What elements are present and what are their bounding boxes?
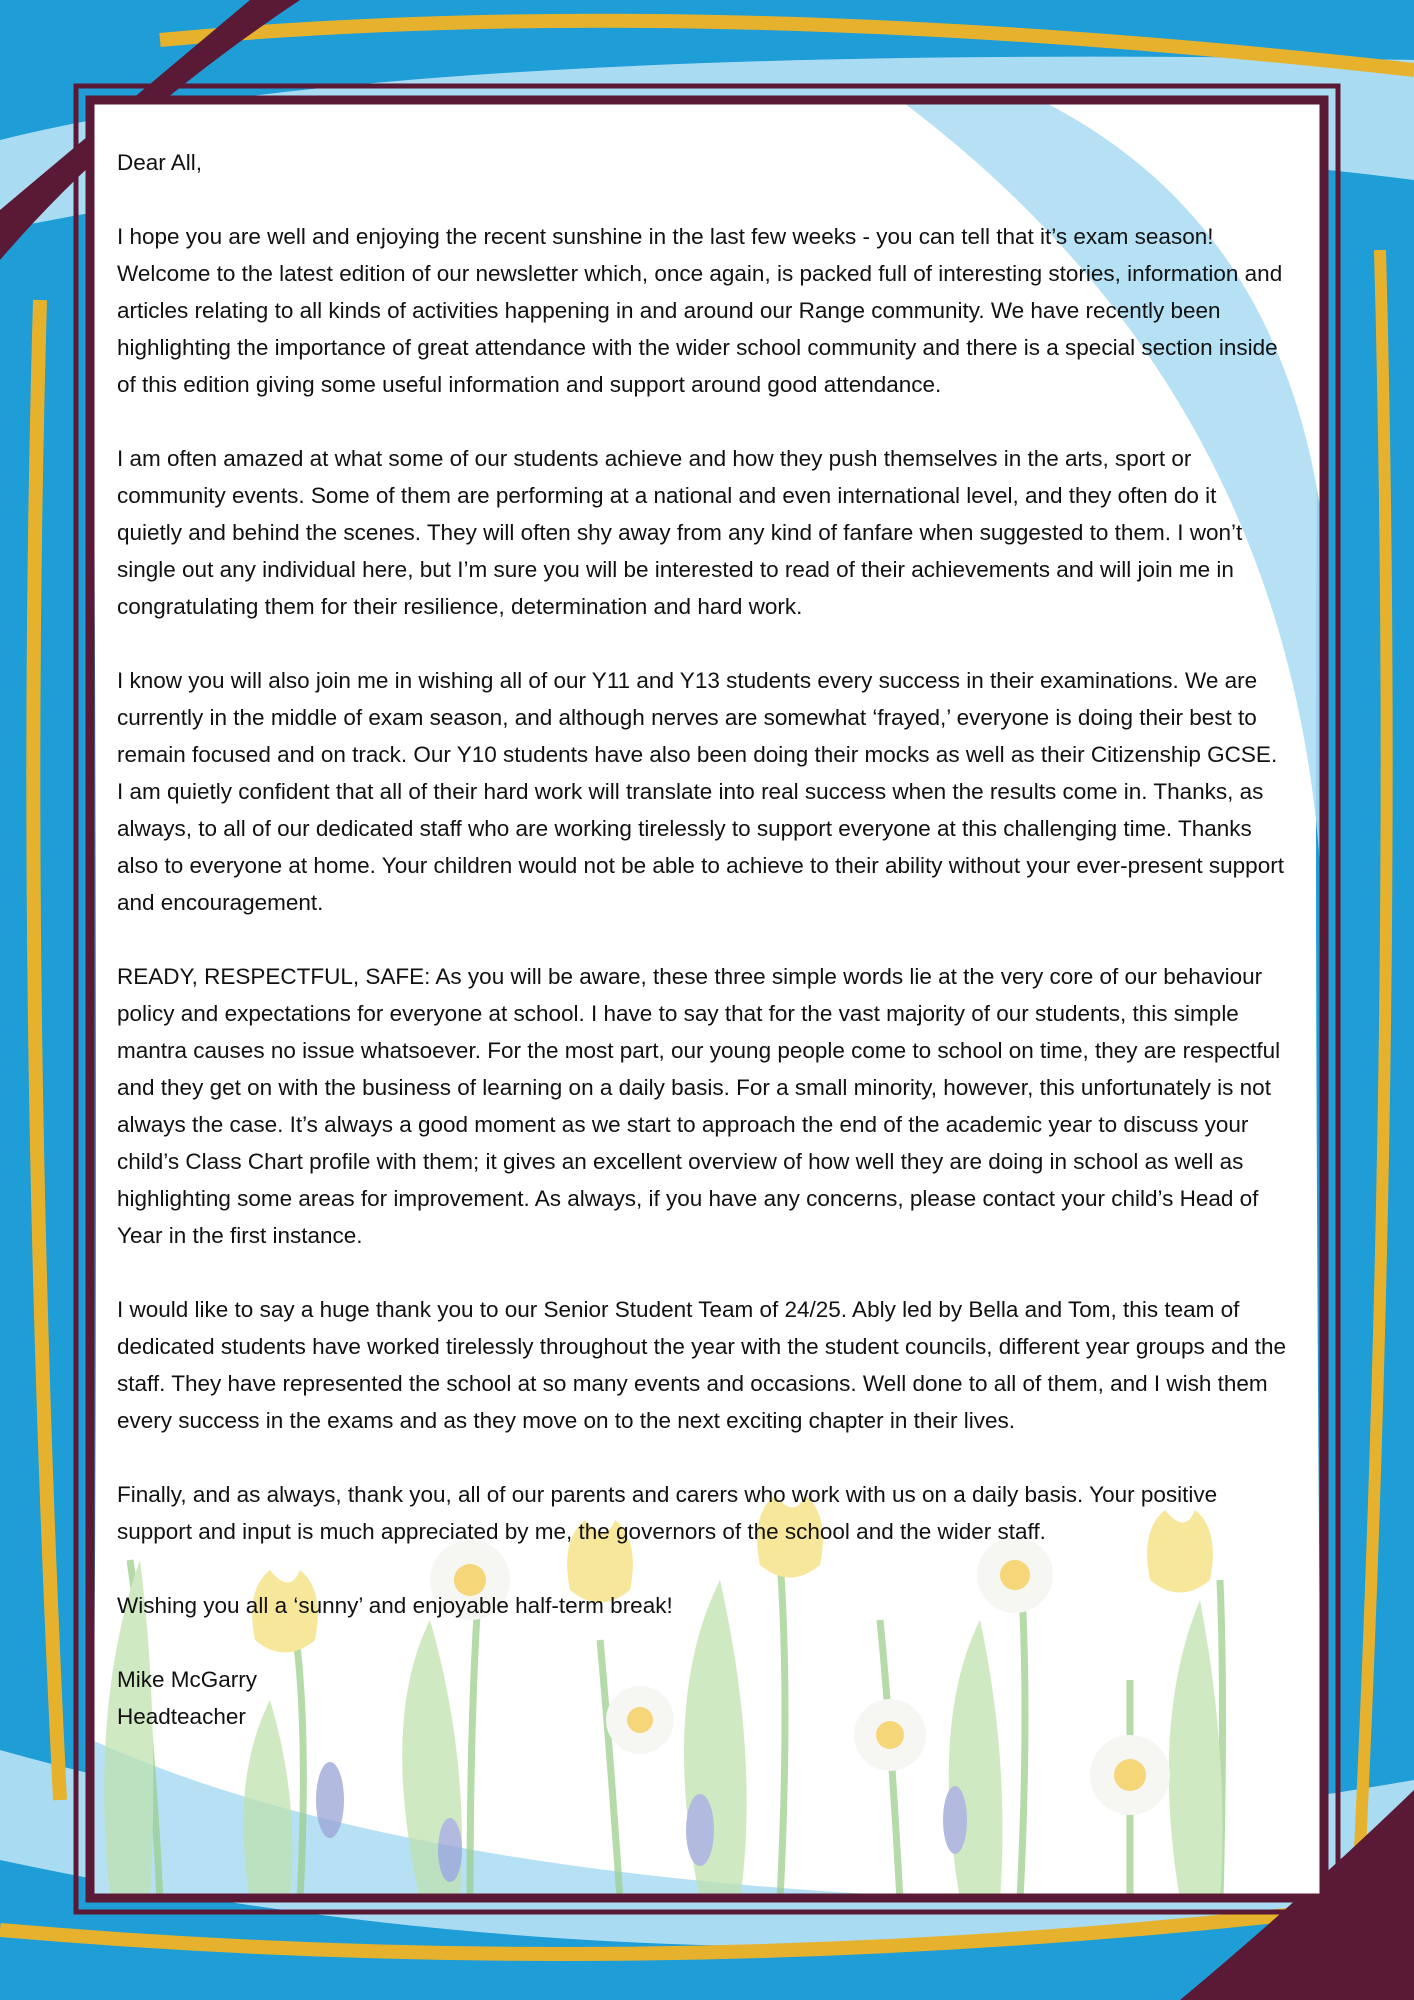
letter-greeting: Dear All, <box>117 150 203 175</box>
letter-paragraph-exams: I know you will also join me in wishing all of our Y11 and Y13 students every success in their examinations. We are currently in the middle of exam season, and although nerves are somewhat ‘frayed,’ everyone is doing their best to remain focused and on track. Our Y10 students have also been doing their mocks as well as their Citizenship GCSE. I am quietly confident that all of their hard work will translate into real success when the results come in. Thanks, as always, to all of our dedicated staff who are working tirelessly to support everyone at this challenging time. Thanks also to everyone at home. Your children would not be able to achieve to their ability without your ever-present support and encouragement. <box>117 668 1284 915</box>
letter-paragraph-welcome: I hope you are well and enjoying the recent sunshine in the last few weeks - you can tell that it’s exam season! Welcome to the latest edition of our newsletter which, once again, is packed full of interesting stories, information and articles relating to all kinds of activities happening in and around our Range community. We have recently been highlighting the importance of great attendance with the wider school community and there is a special section inside of this edition giving some useful information and support around good attendance. <box>117 224 1283 397</box>
signature-title: Headteacher <box>117 1704 246 1729</box>
signature-name: Mike McGarry <box>117 1667 257 1692</box>
letter-paragraph-behaviour: READY, RESPECTFUL, SAFE: As you will be aware, these three simple words lie at the very core of our behaviour policy and expectations for everyone at school. I have to say that for the vast majority of our students, this simple mantra causes no issue whatsoever. For the most part, our young people come to school on time, they are respectful and they get on with the business of learning on a daily basis. For a small minority, however, this unfortunately is not always the case. It’s always a good moment as we start to approach the end of the academic year to discuss your child’s Class Chart profile with them; it gives an excellent overview of how well they are doing in school as well as highlighting some areas for improvement. As always, if you have any concerns, please contact your child’s Head of Year in the first instance. <box>117 964 1281 1248</box>
letter-paragraph-half-term: Wishing you all a ‘sunny’ and enjoyable half-term break! <box>117 1593 673 1618</box>
letter-paragraph-thanks: Finally, and as always, thank you, all of our parents and carers who work with us on a daily basis. Your positive support and input is much appreciated by me, the governors of the school and the wider staff. <box>117 1482 1218 1544</box>
letter-paragraph-achievements: I am often amazed at what some of our students achieve and how they push themselves in the arts, sport or community events. Some of them are performing at a national and even international level, and they often do it quietly and behind the scenes. They will often shy away from any kind of fanfare when suggested to them. I won’t single out any individual here, but I’m sure you will be interested to read of their achievements and will join me in congratulating them for their resilience, determination and hard work. <box>117 446 1243 619</box>
headteacher-letter <box>117 144 1287 1735</box>
letter-paragraph-student-team: I would like to say a huge thank you to our Senior Student Team of 24/25. Ably led by Bella and Tom, this team of dedicated students have worked tirelessly throughout the year with the student councils, different year groups and the staff. They have represented the school at so many events and occasions. Well done to all of them, and I wish them every success in the exams and as they move on to the next exciting chapter in their lives. <box>117 1297 1287 1433</box>
